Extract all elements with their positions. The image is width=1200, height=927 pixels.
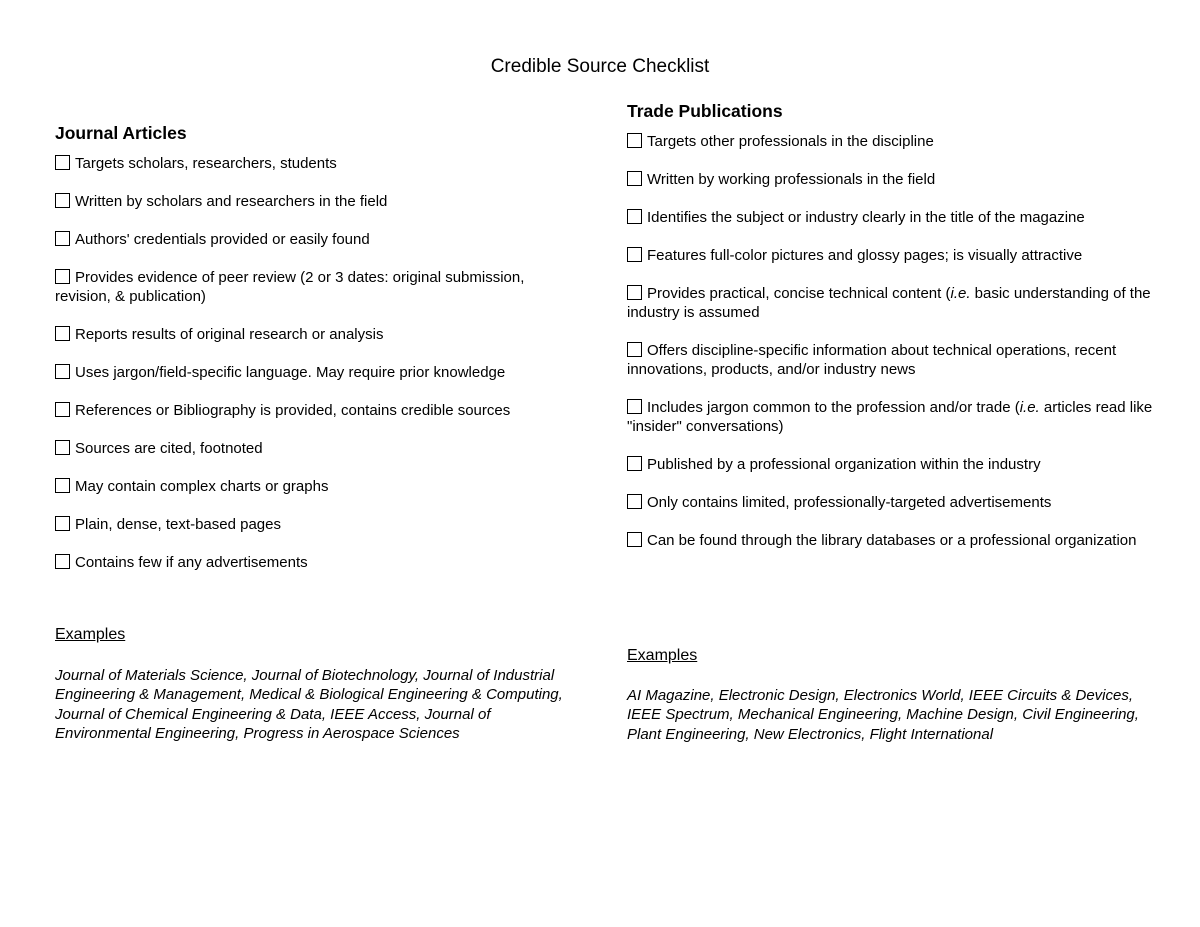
checklist-item-label: Written by scholars and researchers in the field: [75, 193, 388, 210]
checklist-item: [55, 439, 575, 458]
checklist-item-label: Targets other professionals in the discipline: [647, 133, 934, 150]
checklist-item-label: Identifies the subject or industry clearly in the title of the magazine: [647, 209, 1085, 226]
checklist-item: [55, 154, 575, 173]
checklist-item-label: Contains few if any advertisements: [75, 554, 308, 571]
checklist-item-emphasis: i.e.: [950, 285, 971, 302]
journal-articles-section: [55, 122, 575, 591]
checklist-item: [627, 208, 1157, 227]
checkbox[interactable]: [55, 364, 70, 379]
checklist-item-emphasis: i.e.: [1019, 399, 1040, 416]
trade-examples-label: Examples: [627, 647, 698, 664]
checklist-item-label: Provides practical, concise technical content (: [647, 285, 951, 302]
checkbox[interactable]: [627, 342, 642, 357]
checkbox[interactable]: [627, 494, 642, 509]
checklist-item: [627, 531, 1157, 550]
checklist-item-label: Targets scholars, researchers, students: [75, 155, 337, 172]
checklist-item-label: Can be found through the library databases or a professional organization: [647, 532, 1137, 549]
checklist-item-label-cont: articles read like "insider" conversations): [627, 399, 1153, 435]
checklist-item: [55, 553, 575, 572]
checklist-item-label: Uses jargon/field-specific language. May require prior knowledge: [75, 364, 506, 381]
checklist-item-label: Published by a professional organization within the industry: [647, 456, 1041, 473]
journal-examples-text: Journal of Materials Science, Journal of Biotechnology, Journal of Industrial Engineering & Management, Medical & Biological Engineering & Computing, Journal of Chemical Engineering & Data, IEEE Access, Journal of Environmental Engineering, Progress in Aerospace Sciences: [55, 667, 563, 742]
checklist-item: [627, 341, 1157, 379]
checklist-item: [55, 477, 575, 496]
checklist-item: [627, 132, 1157, 151]
checklist-item: [55, 192, 575, 211]
checklist-item-label: Includes jargon common to the profession and/or trade (: [647, 399, 1020, 416]
checkbox[interactable]: [627, 285, 642, 300]
checkbox[interactable]: [55, 193, 70, 208]
checklist-item: [55, 325, 575, 344]
checklist-item-label: Authors' credentials provided or easily found: [75, 231, 370, 248]
checklist-item-label: Plain, dense, text-based pages: [75, 516, 281, 533]
checklist-item-label: May contain complex charts or graphs: [75, 478, 329, 495]
journal-articles-heading: Journal Articles: [55, 123, 187, 143]
checklist-item: [627, 493, 1157, 512]
checkbox[interactable]: [627, 171, 642, 186]
checklist-item-label: References or Bibliography is provided, contains credible sources: [75, 402, 511, 419]
trade-examples-text: AI Magazine, Electronic Design, Electronics World, IEEE Circuits & Devices, IEEE Spectrum, Mechanical Engineering, Machine Design, Civil Engineering, Plant Engineering, New Electronics, Flight International: [627, 687, 1139, 743]
checklist-item: [627, 284, 1157, 322]
checkbox[interactable]: [55, 402, 70, 417]
checkbox[interactable]: [55, 554, 70, 569]
checklist-item: [55, 268, 575, 306]
checkbox[interactable]: [627, 456, 642, 471]
trade-publications-section: [627, 100, 1157, 569]
checklist-item: [55, 230, 575, 249]
checklist-item-label: Only contains limited, professionally-targeted advertisements: [647, 494, 1052, 511]
checklist-item-label: Features full-color pictures and glossy pages; is visually attractive: [647, 247, 1083, 264]
checklist-item: [627, 398, 1157, 436]
checkbox[interactable]: [55, 440, 70, 455]
checkbox[interactable]: [55, 326, 70, 341]
checklist-item: [55, 401, 575, 420]
checkbox[interactable]: [55, 231, 70, 246]
checkbox[interactable]: [627, 247, 642, 262]
checklist-item-label: Reports results of original research or analysis: [75, 326, 384, 343]
checklist-item-label: Written by working professionals in the field: [647, 171, 936, 188]
checkbox[interactable]: [55, 155, 70, 170]
checkbox[interactable]: [55, 478, 70, 493]
checklist-item: [627, 246, 1157, 265]
checklist-item-label: Provides evidence of peer review (2 or 3 dates: original submission, revision, & publication): [55, 269, 525, 305]
checkbox[interactable]: [627, 532, 642, 547]
trade-publications-heading: Trade Publications: [627, 101, 783, 121]
checklist-item-label-cont: basic understanding of the industry is assumed: [627, 285, 1151, 321]
page-title: Credible Source Checklist: [490, 56, 710, 77]
checkbox[interactable]: [55, 269, 70, 284]
checkbox[interactable]: [627, 133, 642, 148]
checklist-item-label: Offers discipline-specific information about technical operations, recent innovations, products, and/or industry news: [627, 342, 1117, 378]
journal-examples-label: Examples: [55, 626, 126, 643]
checklist-item: [627, 455, 1157, 474]
checklist-item: [627, 170, 1157, 189]
checkbox[interactable]: [627, 399, 642, 414]
checklist-item: [55, 363, 575, 382]
checklist-item-label: Sources are cited, footnoted: [75, 440, 263, 457]
checkbox[interactable]: [627, 209, 642, 224]
checklist-item: [55, 515, 575, 534]
journal-checklist: [55, 154, 575, 572]
checkbox[interactable]: [55, 516, 70, 531]
trade-checklist: [627, 132, 1157, 550]
